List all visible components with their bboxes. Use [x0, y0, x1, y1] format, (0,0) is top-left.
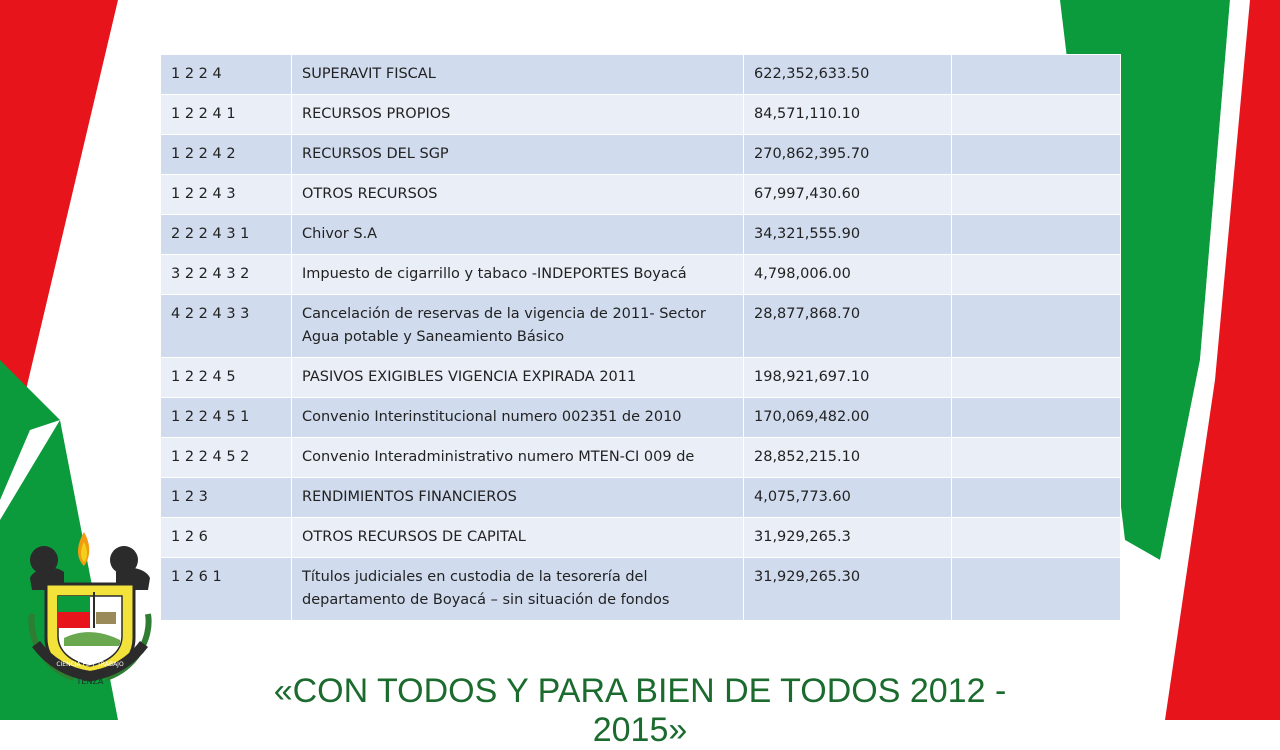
amount-cell: 4,798,006.00 [744, 255, 952, 295]
municipal-coat-of-arms-icon [24, 528, 156, 688]
code-cell: 4 2 2 4 3 3 [161, 295, 292, 358]
table-row [161, 95, 1121, 135]
description-cell: Convenio Interadministrativo numero MTEN-CI 009 de [292, 438, 744, 478]
emblem-motto: CIENCIA FE Y TRABAJO [56, 661, 124, 668]
amount-cell: 67,997,430.60 [744, 175, 952, 215]
code-cell: 1 2 2 4 [161, 55, 292, 95]
extra-cell [952, 255, 1121, 295]
amount-cell: 4,075,773.60 [744, 478, 952, 518]
table-row [161, 518, 1121, 558]
table-row [161, 398, 1121, 438]
budget-table [160, 54, 1121, 621]
table-row [161, 295, 1121, 358]
amount-cell: 198,921,697.10 [744, 358, 952, 398]
budget-table-container [160, 54, 1120, 621]
amount-cell: 31,929,265.30 [744, 558, 952, 621]
description-cell: RECURSOS PROPIOS [292, 95, 744, 135]
amount-cell: 622,352,633.50 [744, 55, 952, 95]
table-row [161, 135, 1121, 175]
table-row [161, 558, 1121, 621]
table-row [161, 255, 1121, 295]
description-cell: RECURSOS DEL SGP [292, 135, 744, 175]
extra-cell [952, 175, 1121, 215]
code-cell: 1 2 6 1 [161, 558, 292, 621]
code-cell: 1 2 2 4 5 1 [161, 398, 292, 438]
extra-cell [952, 55, 1121, 95]
footer-slogan: «CON TODOS Y PARA BIEN DE TODOS 2012 - 2015» [273, 672, 1007, 749]
code-cell: 2 2 2 4 3 1 [161, 215, 292, 255]
table-row [161, 215, 1121, 255]
table-row [161, 55, 1121, 95]
extra-cell [952, 295, 1121, 358]
amount-cell: 170,069,482.00 [744, 398, 952, 438]
description-cell: Impuesto de cigarrillo y tabaco -INDEPORTES Boyacá [292, 255, 744, 295]
extra-cell [952, 558, 1121, 621]
table-row [161, 358, 1121, 398]
extra-cell [952, 438, 1121, 478]
description-cell: Chivor S.A [292, 215, 744, 255]
extra-cell [952, 358, 1121, 398]
table-row [161, 438, 1121, 478]
extra-cell [952, 518, 1121, 558]
amount-cell: 270,862,395.70 [744, 135, 952, 175]
description-cell: Títulos judiciales en custodia de la tesorería del departamento de Boyacá – sin situación de fondos [292, 558, 744, 621]
description-cell: RENDIMIENTOS FINANCIEROS [292, 478, 744, 518]
code-cell: 1 2 2 4 2 [161, 135, 292, 175]
code-cell: 1 2 2 4 1 [161, 95, 292, 135]
amount-cell: 34,321,555.90 [744, 215, 952, 255]
amount-cell: 28,852,215.10 [744, 438, 952, 478]
code-cell: 1 2 2 4 5 [161, 358, 292, 398]
description-cell: Convenio Interinstitucional numero 002351 de 2010 [292, 398, 744, 438]
description-cell: OTROS RECURSOS DE CAPITAL [292, 518, 744, 558]
code-cell: 1 2 6 [161, 518, 292, 558]
code-cell: 1 2 2 4 3 [161, 175, 292, 215]
description-cell: Cancelación de reservas de la vigencia de 2011- Sector Agua potable y Saneamiento Básico [292, 295, 744, 358]
extra-cell [952, 478, 1121, 518]
description-cell: PASIVOS EXIGIBLES VIGENCIA EXPIRADA 2011 [292, 358, 744, 398]
extra-cell [952, 95, 1121, 135]
emblem-town: TENZA [76, 677, 104, 686]
amount-cell: 31,929,265.3 [744, 518, 952, 558]
extra-cell [952, 215, 1121, 255]
amount-cell: 28,877,868.70 [744, 295, 952, 358]
code-cell: 1 2 2 4 5 2 [161, 438, 292, 478]
extra-cell [952, 135, 1121, 175]
table-row [161, 175, 1121, 215]
amount-cell: 84,571,110.10 [744, 95, 952, 135]
table-row [161, 478, 1121, 518]
description-cell: SUPERAVIT FISCAL [292, 55, 744, 95]
description-cell: OTROS RECURSOS [292, 175, 744, 215]
code-cell: 3 2 2 4 3 2 [161, 255, 292, 295]
code-cell: 1 2 3 [161, 478, 292, 518]
extra-cell [952, 398, 1121, 438]
